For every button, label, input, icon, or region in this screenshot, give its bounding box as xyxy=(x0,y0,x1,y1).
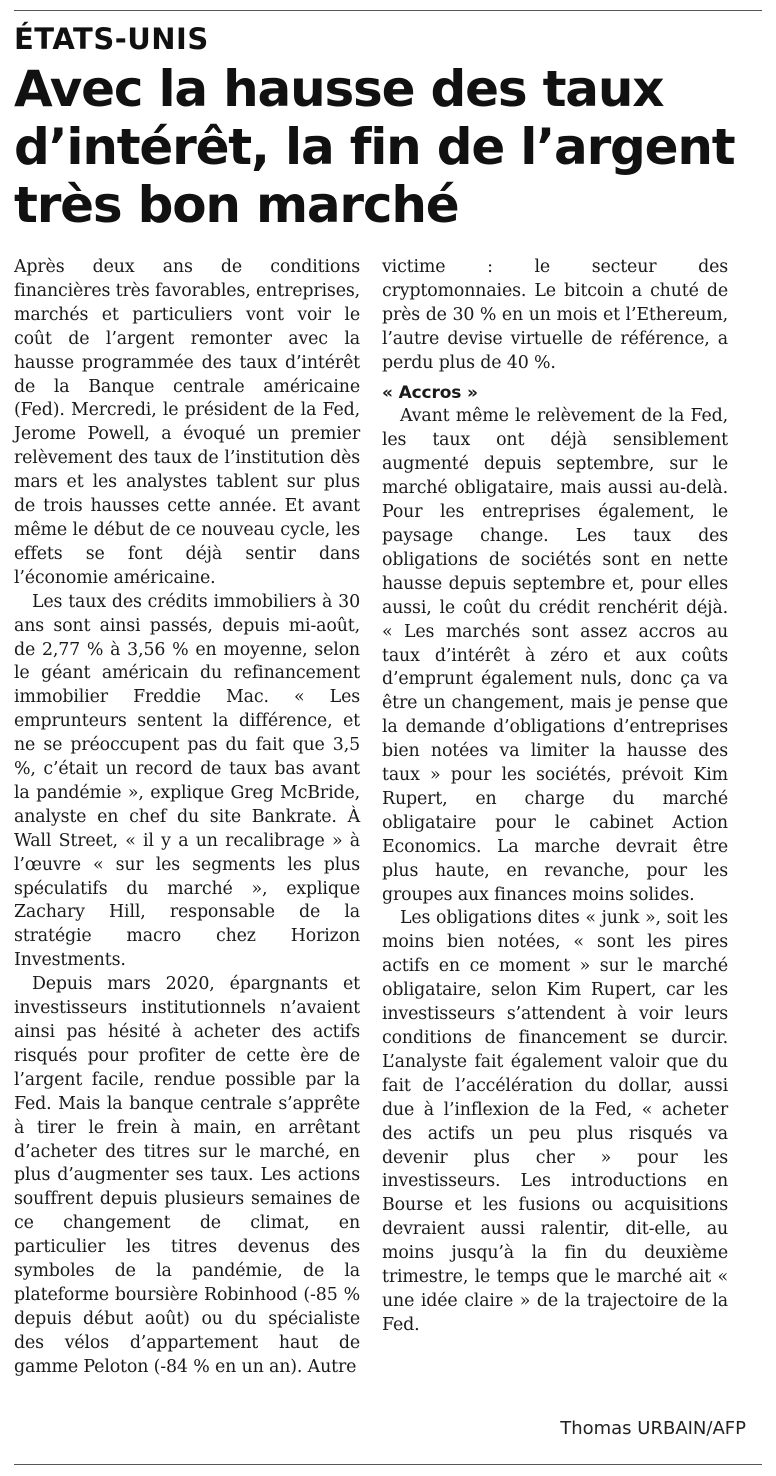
right-column xyxy=(382,256,728,1338)
left-column xyxy=(14,256,360,1380)
paragraph: Avant même le relèvement de la Fed, les taux ont déjà sensiblement augmenté depuis septembre, sur le marché obligataire, mais aussi au-delà. Pour les entreprises également, le paysage change. Les taux des obligations de sociétés sont en nette hausse depuis septembre et, pour elles aussi, le coût du crédit renchérit déjà. « Les marchés sont assez accros au taux d’intérêt à zéro et aux coûts d’emprunt également nuls, donc ça va être un changement, mais je pense que la demande d’obligations d’entreprises bien notées va limiter la hausse des taux » pour les sociétés, prévoit Kim Rupert, en charge du marché obligataire pour le cabinet Action Economics. La marche devrait être plus haute, en revanche, pour les groupes aux finances moins solides. xyxy=(382,406,728,905)
paragraph: Les taux des crédits immobiliers à 30 ans sont ainsi passés, depuis mi-août, de 2,77 % à 3,56 % en moyenne, selon le géant américain du refinancement immobilier Freddie Mac. « Les emprunteurs sentent la différence, et ne se préoccupent pas du fait que 3,5 %, c’était un record de taux bas avant la pandémie », explique Greg McBride, analyste en chef du site Bankrate. À Wall Street, « il y a un recalibrage » à l’œuvre « sur les segments les plus spéculatifs du marché », explique Zachary Hill, responsable de la stratégie macro chez Horizon Investments. xyxy=(14,591,360,971)
byline: Thomas URBAIN/AFP xyxy=(560,1418,746,1439)
paragraph: Les obligations dites « junk », soit les moins bien notées, « sont les pires actifs en ce moment » sur le marché obligataire, selon Kim Rupert, car les investisseurs s’attendent à voir leurs conditions de financement se durcir. L’analyste fait également valoir que du fait de l’accélération du dollar, aussi due à l’inflexion de la Fed, « acheter des actifs un peu plus risqués va devenir plus cher » pour les investisseurs. Les introductions en Bourse et les fusions ou acquisitions devraient aussi ralentir, dit-elle, au moins jusqu’à la fin du deuxième trimestre, le temps que le marché ait « une idée claire » de la trajectoire de la Fed. xyxy=(382,908,728,1335)
section-kicker: ÉTATS-UNIS xyxy=(14,22,209,56)
subheading: « Accros » xyxy=(382,382,478,403)
paragraph: Depuis mars 2020, épargnants et investisseurs institutionnels n’avaient ainsi pas hésité à acheter des actifs risqués pour profiter de cette ère de l’argent facile, rendue possible par la Fed. Mais la banque centrale s’apprête à tirer le frein à main, en arrêtant d’acheter des titres sur le marché, en plus d’augmenter ses taux. Les actions souffrent depuis plusieurs semaines de ce changement de climat, en particulier les titres devenus des symboles de la pandémie, de la plateforme boursière Robinhood (-85 % depuis début août) ou du spécialiste des vélos d’appartement haut de gamme Peloton (-84 % en un an). Autre xyxy=(14,974,360,1377)
paragraph: Après deux ans de conditions financières très favorables, entreprises, marchés et particuliers vont voir le coût de l’argent remonter avec la hausse programmée des taux d’intérêt de la Banque centrale américaine (Fed). Mercredi, le président de la Fed, Jerome Powell, a évoqué un premier relèvement des taux de l’institution dès mars et les analystes tablent sur plus de trois hausses cette année. Et avant même le début de ce nouveau cycle, les effets se font déjà sentir dans l’économie américaine. xyxy=(14,257,360,588)
article-headline: Avec la hausse des taux d’intérêt, la fin de l’argent très bon marché xyxy=(14,60,735,234)
top-rule xyxy=(14,10,762,11)
bottom-rule xyxy=(14,1464,762,1465)
paragraph-continuation: victime : le secteur des cryptomonnaies. Le bitcoin a chuté de près de 30 % en un mois et l’Ethereum, l’autre devise virtuelle de référence, a perdu plus de 40 %. xyxy=(382,257,728,373)
